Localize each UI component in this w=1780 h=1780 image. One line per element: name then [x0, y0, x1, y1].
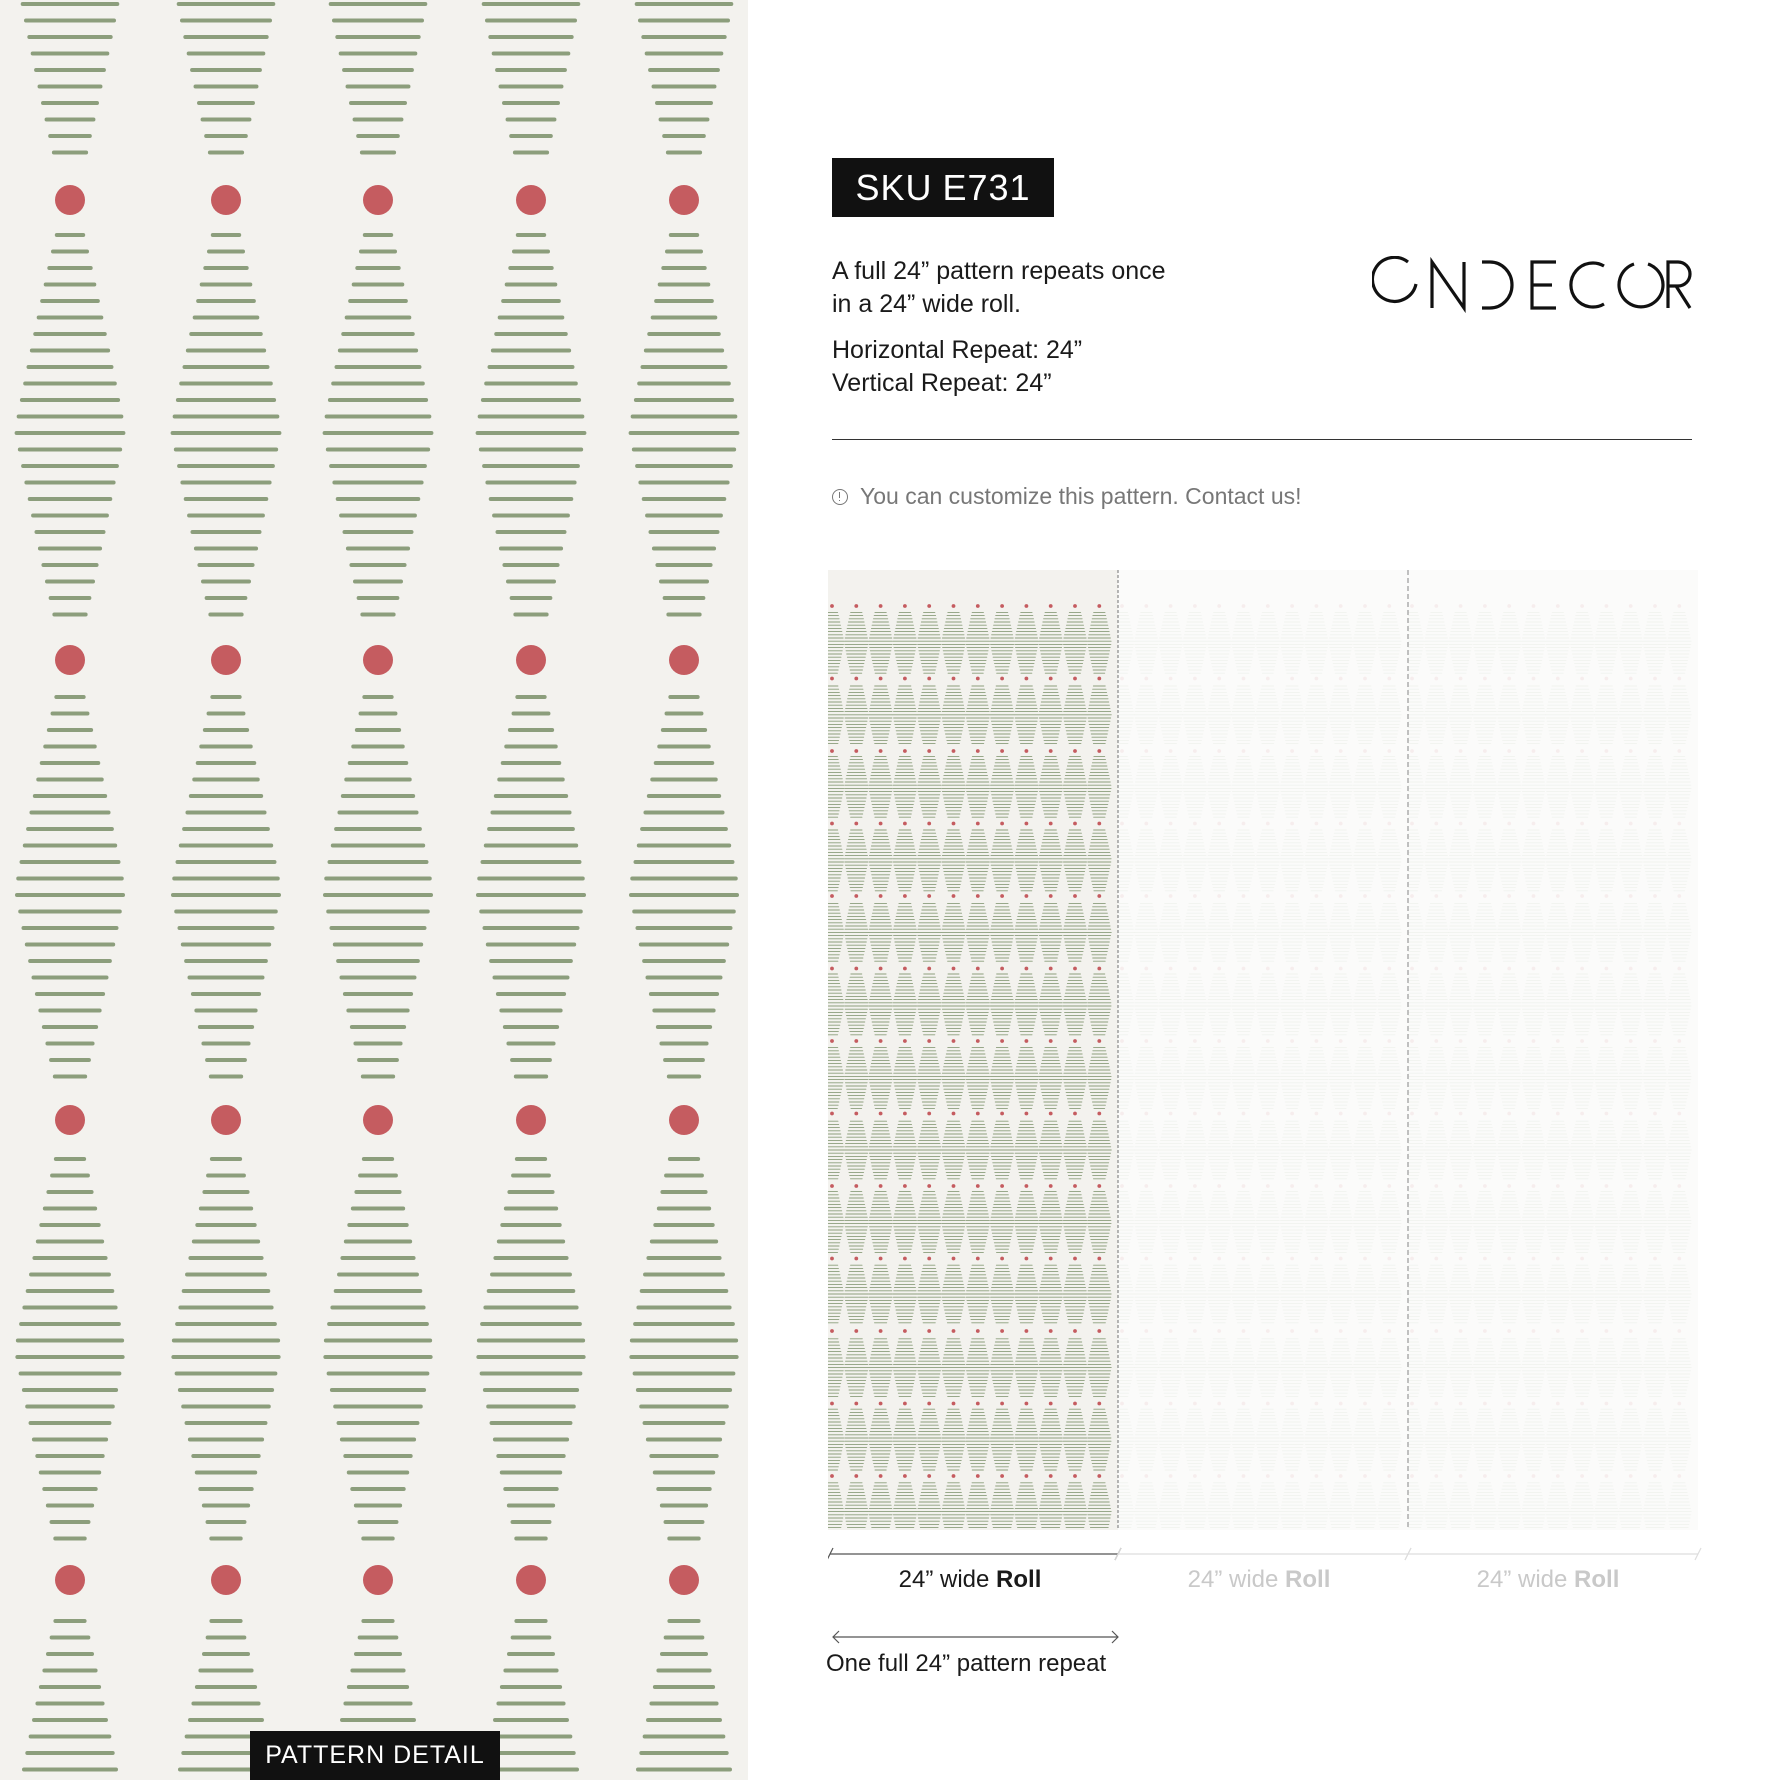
pattern-dot [976, 1257, 980, 1261]
pattern-dot [1049, 677, 1053, 681]
pattern-dot [1169, 1039, 1173, 1043]
pattern-dot [1144, 1112, 1148, 1116]
vertical-repeat: Vertical Repeat: 24” [832, 369, 1052, 397]
pattern-dot [1169, 1402, 1173, 1406]
pattern-dot [1025, 894, 1029, 898]
pattern-dot [879, 749, 883, 753]
pattern-dot [854, 894, 858, 898]
pattern-dot [516, 1105, 546, 1135]
pattern-dot [830, 967, 834, 971]
pattern-dot [1073, 822, 1077, 826]
pattern-dot [1097, 1184, 1101, 1188]
ondecor-logo [1372, 256, 1692, 314]
pattern-dot [1193, 1329, 1197, 1333]
pattern-dot [976, 1547, 980, 1551]
pattern-dot [879, 1039, 883, 1043]
pattern-dot [1169, 1112, 1173, 1116]
pattern-dot [952, 894, 956, 898]
pattern-detail-image [0, 0, 748, 1780]
pattern-dot [1025, 967, 1029, 971]
pattern-dot [952, 677, 956, 681]
pattern-dot [1073, 1329, 1077, 1333]
pattern-dot [903, 1184, 907, 1188]
pattern-dot [830, 604, 834, 608]
pattern-dot [1097, 967, 1101, 971]
pattern-dot [927, 967, 931, 971]
pattern-dot [55, 185, 85, 215]
pattern-dot [976, 1474, 980, 1478]
pattern-dot [927, 822, 931, 826]
pattern-dot [952, 1112, 956, 1116]
pattern-dot [854, 1474, 858, 1478]
pattern-dot [903, 1474, 907, 1478]
pattern-dot [1049, 967, 1053, 971]
pattern-dot [669, 645, 699, 675]
pattern-dot [903, 1329, 907, 1333]
pattern-dot [1073, 1402, 1077, 1406]
pattern-dot [927, 1039, 931, 1043]
pattern-dot [1049, 1184, 1053, 1188]
pattern-dot [1025, 1474, 1029, 1478]
pattern-dot [903, 822, 907, 826]
pattern-dot [1025, 1039, 1029, 1043]
pattern-dot [927, 604, 931, 608]
pattern-dot [1169, 1547, 1173, 1551]
pattern-dot [927, 1184, 931, 1188]
pattern-dot [854, 1329, 858, 1333]
pattern-dot [1073, 604, 1077, 608]
pattern-dot [879, 967, 883, 971]
pattern-dot [1120, 1112, 1124, 1116]
pattern-dot [1169, 967, 1173, 971]
pattern-dot [879, 822, 883, 826]
roll-panel-2 [1118, 570, 1408, 1530]
pattern-dot [927, 1257, 931, 1261]
pattern-dot [879, 1402, 883, 1406]
pattern-dot [1049, 1402, 1053, 1406]
pattern-dot [211, 645, 241, 675]
pattern-dot [976, 1039, 980, 1043]
pattern-dot [1025, 1257, 1029, 1261]
pattern-dot [830, 1112, 834, 1116]
pattern-dot [1144, 967, 1148, 971]
pattern-dot [1120, 1474, 1124, 1478]
pattern-dot [1120, 822, 1124, 826]
pattern-dot [1073, 1474, 1077, 1478]
pattern-dot [1144, 749, 1148, 753]
pattern-dot [976, 967, 980, 971]
pattern-dot [976, 1402, 980, 1406]
pattern-dot [1193, 677, 1197, 681]
pattern-dot [1000, 1112, 1004, 1116]
pattern-dot [854, 604, 858, 608]
pattern-dot [363, 1565, 393, 1595]
pattern-dot [363, 1105, 393, 1135]
pattern-dot [952, 604, 956, 608]
pattern-dot [669, 1565, 699, 1595]
pattern-dot [927, 1112, 931, 1116]
pattern-dot [903, 967, 907, 971]
pattern-dot [952, 1547, 956, 1551]
pattern-dot [976, 1184, 980, 1188]
pattern-dot [1049, 604, 1053, 608]
pattern-dot [952, 1039, 956, 1043]
pattern-dot [1193, 1112, 1197, 1116]
pattern-dot [1097, 1329, 1101, 1333]
pattern-dot [1097, 894, 1101, 898]
pattern-dot [1000, 1329, 1004, 1333]
pattern-dot [976, 1329, 980, 1333]
pattern-dot [952, 1184, 956, 1188]
pattern-dot [879, 1547, 883, 1551]
pattern-dot [830, 1329, 834, 1333]
pattern-dot [1049, 749, 1053, 753]
sku-prefix: SKU [855, 166, 933, 208]
pattern-dot [903, 894, 907, 898]
pattern-dot [1025, 749, 1029, 753]
pattern-dot [1097, 1112, 1101, 1116]
pattern-dot [976, 749, 980, 753]
pattern-dot [879, 1257, 883, 1261]
pattern-dot [903, 749, 907, 753]
pattern-dot [1097, 1402, 1101, 1406]
description-line-2: in a 24” wide roll. [832, 290, 1021, 318]
pattern-dot [1097, 1039, 1101, 1043]
pattern-dot [976, 1112, 980, 1116]
pattern-dot [1193, 1184, 1197, 1188]
pattern-dot [1097, 1547, 1101, 1551]
pattern-dot [1169, 822, 1173, 826]
pattern-dot [1144, 1474, 1148, 1478]
pattern-dot [854, 1257, 858, 1261]
pattern-dot [927, 1329, 931, 1333]
pattern-dot [854, 677, 858, 681]
pattern-dot [1073, 749, 1077, 753]
pattern-dot [1193, 1257, 1197, 1261]
pattern-dot [1120, 1257, 1124, 1261]
pattern-dot [1000, 822, 1004, 826]
pattern-dot [1120, 1402, 1124, 1406]
pattern-dot [1025, 604, 1029, 608]
pattern-dot [1193, 1402, 1197, 1406]
divider [832, 439, 1692, 440]
pattern-dot [1169, 1474, 1173, 1478]
repeat-measurements [832, 334, 1082, 400]
pattern-dot [927, 749, 931, 753]
pattern-dot [1000, 894, 1004, 898]
pattern-column [324, 0, 432, 1780]
pattern-detail-label: PATTERN DETAIL [250, 1731, 500, 1780]
pattern-dot [976, 677, 980, 681]
pattern-dot [1144, 822, 1148, 826]
pattern-dot [830, 1402, 834, 1406]
pattern-dot [1193, 967, 1197, 971]
pattern-dot [976, 894, 980, 898]
pattern-dot [1120, 1184, 1124, 1188]
pattern-dot [927, 894, 931, 898]
pattern-column [172, 0, 280, 1780]
pattern-dot [1049, 1257, 1053, 1261]
pattern-dot [1025, 822, 1029, 826]
pattern-dot [1073, 894, 1077, 898]
pattern-dot [211, 185, 241, 215]
pattern-dot [1193, 749, 1197, 753]
pattern-dot [854, 1112, 858, 1116]
sku-badge [832, 158, 1054, 217]
pattern-dot [1097, 1257, 1101, 1261]
pattern-dot [1000, 1474, 1004, 1478]
pattern-dot [830, 749, 834, 753]
pattern-dot [903, 1112, 907, 1116]
pattern-dot [952, 967, 956, 971]
pattern-dot [830, 1184, 834, 1188]
pattern-dot [854, 1547, 858, 1551]
pattern-dot [1144, 1039, 1148, 1043]
pattern-dot [1169, 894, 1173, 898]
horizontal-repeat: Horizontal Repeat: 24” [832, 336, 1083, 364]
pattern-dot [669, 185, 699, 215]
pattern-dot [830, 1474, 834, 1478]
pattern-column [630, 0, 738, 1780]
pattern-dot [55, 645, 85, 675]
pattern-dot [1000, 677, 1004, 681]
pattern-dot [1193, 894, 1197, 898]
pattern-dot [1193, 1474, 1197, 1478]
pattern-dot [952, 749, 956, 753]
pattern-dot [1049, 1112, 1053, 1116]
pattern-dot [830, 677, 834, 681]
pattern-dot [1120, 604, 1124, 608]
pattern-dot [830, 822, 834, 826]
pattern-dot [1120, 1039, 1124, 1043]
pattern-dot [1144, 677, 1148, 681]
pattern-dot [1073, 1112, 1077, 1116]
pattern-dot [879, 1474, 883, 1478]
pattern-dot [516, 1565, 546, 1595]
pattern-dot [1193, 1039, 1197, 1043]
pattern-dot [1097, 749, 1101, 753]
pattern-detail-panel [0, 0, 748, 1780]
pattern-dot [1097, 677, 1101, 681]
pattern-dot [1073, 1184, 1077, 1188]
pattern-dot [1073, 967, 1077, 971]
pattern-dot [952, 822, 956, 826]
pattern-dot [1169, 1257, 1173, 1261]
pattern-dot [1169, 604, 1173, 608]
pattern-dot [952, 1474, 956, 1478]
pattern-dot [1000, 1257, 1004, 1261]
pattern-column [477, 0, 585, 1780]
pattern-dot [879, 1329, 883, 1333]
pattern-dot [903, 677, 907, 681]
pattern-dot [1000, 1039, 1004, 1043]
customize-notice-text: You can customize this pattern. Contact us! [860, 483, 1302, 509]
pattern-dot [1000, 604, 1004, 608]
pattern-dot [1049, 822, 1053, 826]
pattern-dot [854, 1039, 858, 1043]
pattern-dot [1097, 604, 1101, 608]
pattern-dot [1193, 822, 1197, 826]
pattern-dot [1120, 677, 1124, 681]
pattern-dot [854, 967, 858, 971]
pattern-dot [830, 894, 834, 898]
pattern-dot [1144, 894, 1148, 898]
pattern-dot [1025, 1184, 1029, 1188]
pattern-dot [1097, 1474, 1101, 1478]
pattern-dot [903, 1402, 907, 1406]
pattern-dot [1025, 1112, 1029, 1116]
customize-notice[interactable] [832, 483, 1302, 510]
pattern-dot [976, 822, 980, 826]
pattern-dot [854, 822, 858, 826]
pattern-dot [1169, 749, 1173, 753]
pattern-dot [903, 604, 907, 608]
sku-code: E731 [942, 166, 1031, 208]
pattern-dot [927, 1402, 931, 1406]
pattern-dot [363, 645, 393, 675]
pattern-dot [1120, 1329, 1124, 1333]
pattern-dot [516, 645, 546, 675]
pattern-dot [669, 1105, 699, 1135]
pattern-dot [879, 677, 883, 681]
info-icon [832, 489, 848, 505]
pattern-dot [1144, 1329, 1148, 1333]
pattern-dot [1169, 1329, 1173, 1333]
pattern-dot [1073, 1039, 1077, 1043]
roll-preview [828, 570, 1704, 1670]
roll-panel-3 [1408, 570, 1698, 1530]
pattern-dot [1193, 1547, 1197, 1551]
pattern-dot [1144, 1547, 1148, 1551]
pattern-dot [1000, 967, 1004, 971]
pattern-dot [1000, 1184, 1004, 1188]
pattern-dot [1049, 1547, 1053, 1551]
pattern-dot [1049, 1329, 1053, 1333]
pattern-dot [1025, 1402, 1029, 1406]
pattern-dot [1073, 1257, 1077, 1261]
pattern-dot [854, 1184, 858, 1188]
pattern-column [16, 0, 124, 1780]
pattern-dot [1169, 1184, 1173, 1188]
pattern-dot [879, 604, 883, 608]
pattern-dot [211, 1565, 241, 1595]
pattern-dot [976, 604, 980, 608]
pattern-dot [1144, 1257, 1148, 1261]
pattern-dot [952, 1257, 956, 1261]
pattern-dot [1120, 967, 1124, 971]
pattern-dot [952, 1329, 956, 1333]
pattern-dot [903, 1547, 907, 1551]
pattern-dot [1000, 1402, 1004, 1406]
pattern-dot [1144, 604, 1148, 608]
pattern-dot [927, 1547, 931, 1551]
pattern-dot [1120, 749, 1124, 753]
pattern-dot [1193, 604, 1197, 608]
pattern-dot [55, 1565, 85, 1595]
pattern-dot [1025, 677, 1029, 681]
pattern-dot [1073, 677, 1077, 681]
pattern-dot [952, 1402, 956, 1406]
pattern-dot [1049, 894, 1053, 898]
pattern-dot [927, 677, 931, 681]
pattern-dot [1097, 822, 1101, 826]
pattern-dot [1120, 894, 1124, 898]
repeat-description [832, 255, 1166, 321]
pattern-dot [879, 1184, 883, 1188]
pattern-dot [1000, 749, 1004, 753]
pattern-dot [1049, 1474, 1053, 1478]
pattern-dot [516, 185, 546, 215]
pattern-dot [903, 1039, 907, 1043]
pattern-dot [927, 1474, 931, 1478]
roll-panel-1 [828, 570, 1118, 1530]
pattern-dot [211, 1105, 241, 1135]
pattern-dot [879, 1112, 883, 1116]
description-line-1: A full 24” pattern repeats once [832, 257, 1166, 285]
pattern-dot [854, 749, 858, 753]
pattern-dot [830, 1039, 834, 1043]
pattern-dot [1169, 677, 1173, 681]
pattern-dot [55, 1105, 85, 1135]
pattern-dot [854, 1402, 858, 1406]
pattern-dot [903, 1257, 907, 1261]
pattern-dot [363, 185, 393, 215]
pattern-dot [1073, 1547, 1077, 1551]
pattern-dot [830, 1257, 834, 1261]
pattern-dot [1144, 1402, 1148, 1406]
pattern-dot [1049, 1039, 1053, 1043]
pattern-dot [1144, 1184, 1148, 1188]
pattern-dot [1000, 1547, 1004, 1551]
pattern-dot [1025, 1547, 1029, 1551]
pattern-dot [879, 894, 883, 898]
pattern-dot [1025, 1329, 1029, 1333]
